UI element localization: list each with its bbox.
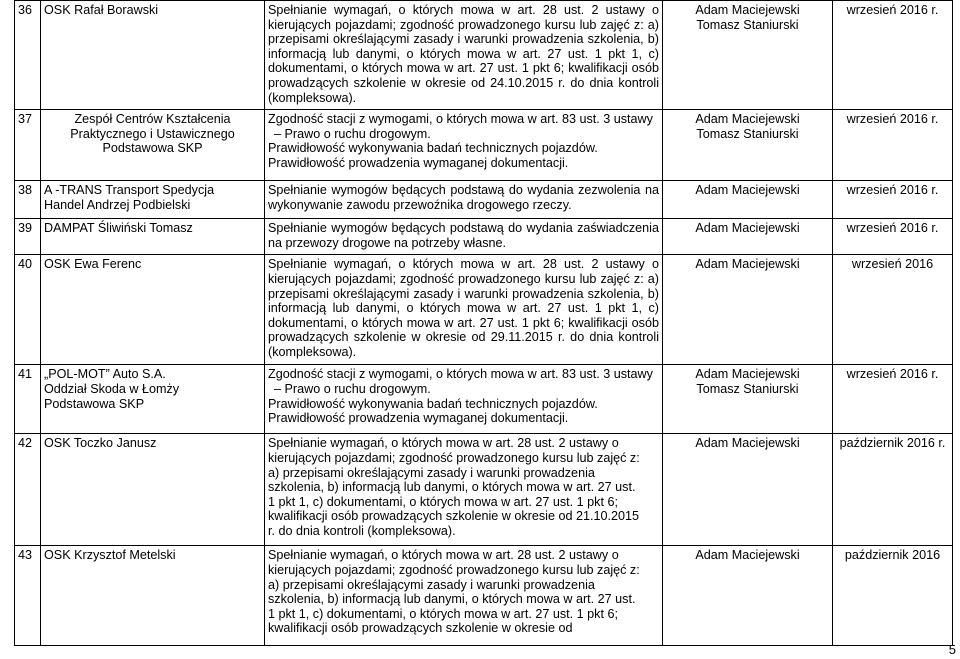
row-number: 40	[15, 255, 41, 365]
inspection-scope: Spełnianie wymogów będących podstawą do wydania zaświadczenia na przewozy drogowe na potrzeby własne.	[265, 219, 663, 255]
entity-name-line: Zespół Centrów Kształcenia	[74, 112, 231, 127]
entity-name	[41, 365, 265, 434]
inspection-scope: Spełnianie wymogów będących podstawą do wydania zezwolenia na wykonywanie zawodu przewoźnika drogowego rzeczy.	[265, 181, 663, 219]
entity-name: OSK Rafał Borawski	[41, 1, 265, 110]
entity-name-line: Praktycznego i Ustawicznego	[70, 126, 235, 141]
inspector-name: Adam Maciejewski	[695, 221, 800, 236]
scope-line: kwalifikacji osób prowadzących szkolenie w okresie od	[268, 621, 573, 636]
inspection-date: wrzesień 2016 r.	[833, 110, 953, 181]
inspection-date: październik 2016 r.	[833, 434, 953, 546]
scope-line: a) przepisami określającymi zasady i warunki prowadzenia	[268, 465, 595, 480]
inspectors	[663, 110, 833, 181]
inspector-name: Tomasz Staniurski	[696, 126, 799, 141]
inspector-name: Adam Maciejewski	[695, 257, 800, 272]
scope-line: a) przepisami określającymi zasady i warunki prowadzenia	[268, 577, 595, 592]
entity-name-line: Oddział Skoda w Łomży	[44, 381, 180, 396]
scope-line: Spełnianie wymagań, o których mowa w art. 28 ust. 2 ustawy o	[268, 436, 619, 451]
entity-name	[41, 110, 265, 181]
table-row	[15, 434, 953, 546]
inspector-name: Adam Maciejewski	[695, 367, 800, 382]
page-number: 5	[948, 642, 956, 657]
table-row	[15, 1, 953, 110]
inspectors	[663, 546, 833, 646]
row-number: 36	[15, 1, 41, 110]
inspection-date: październik 2016	[833, 546, 953, 646]
entity-name: OSK Ewa Ferenc	[41, 255, 265, 365]
inspectors	[663, 365, 833, 434]
scope-line: kierujących pojazdami; zgodność prowadzonego kursu lub zajęć z:	[268, 450, 640, 465]
scope-line: szkolenia, b) informacją lub danymi, o których mowa w art. 27 ust.	[268, 592, 636, 607]
row-number: 42	[15, 434, 41, 546]
entity-name	[41, 181, 265, 219]
inspection-scope	[265, 546, 663, 646]
inspector-name: Adam Maciejewski	[695, 436, 800, 451]
scope-line: Spełnianie wymagań, o których mowa w art. 28 ust. 2 ustawy o	[268, 548, 619, 563]
entity-name-line: Podstawowa SKP	[102, 141, 203, 156]
inspector-name: Adam Maciejewski	[695, 3, 800, 17]
row-number: 43	[15, 546, 41, 646]
entity-name-line: A -TRANS Transport Spedycja	[44, 183, 215, 198]
table-row	[15, 110, 953, 181]
inspector-name: Adam Maciejewski	[695, 183, 800, 198]
entity-name-line: Handel Andrzej Podbielski	[44, 197, 191, 212]
scope-line: Prawidłowość wykonywania badań technicznych pojazdów.	[268, 141, 598, 156]
scope-line: Zgodność stacji z wymogami, o których mowa w art. 83 ust. 3 ustawy	[268, 367, 653, 382]
entity-name: OSK Toczko Janusz	[41, 434, 265, 546]
inspection-date: wrzesień 2016 r.	[833, 219, 953, 255]
inspector-name: Adam Maciejewski	[695, 112, 800, 127]
entity-name-line: „POL-MOT” Auto S.A.	[44, 367, 166, 382]
inspection-date: wrzesień 2016 r.	[833, 1, 953, 110]
entity-name-line: Podstawowa SKP	[44, 396, 145, 411]
scope-line: 1 pkt 1, c) dokumentami, o których mowa w art. 27 ust. 1 pkt 6;	[268, 494, 618, 509]
inspection-date: wrzesień 2016 r.	[833, 365, 953, 434]
inspectors	[663, 1, 833, 110]
inspectors	[663, 434, 833, 546]
scope-line: – Prawo o ruchu drogowym.	[274, 381, 431, 396]
scope-line: Prawidłowość wykonywania badań technicznych pojazdów.	[268, 396, 598, 411]
row-number: 39	[15, 219, 41, 255]
inspection-date: wrzesień 2016	[833, 255, 953, 365]
inspection-scope	[265, 434, 663, 546]
table-row	[15, 546, 953, 646]
inspectors	[663, 219, 833, 255]
scope-line: – Prawo o ruchu drogowym.	[274, 126, 431, 141]
row-number: 37	[15, 110, 41, 181]
inspection-scope: Spełnianie wymagań, o których mowa w art. 28 ust. 2 ustawy o kierujących pojazdami; zgodność prowadzonego kursu lub zajęć z: a) przepisami określającymi zasady i warunki prowadzenia szkolenia, b) informacją lub danymi, o których mowa w art. 27 ust. 1 pkt 1, c) dokumentami, o których mowa w art. 27 ust. 1 pkt 6; kwalifikacji osób prowadzących szkolenie w okresie od 24.10.2015 r. do dnia kontroli (kompleksowa).	[265, 1, 663, 110]
entity-name: DAMPAT Śliwiński Tomasz	[41, 219, 265, 255]
table-row	[15, 255, 953, 365]
inspection-date: wrzesień 2016 r.	[833, 181, 953, 219]
table-row	[15, 365, 953, 434]
scope-line: szkolenia, b) informacją lub danymi, o których mowa w art. 27 ust.	[268, 480, 636, 495]
inspector-name: Adam Maciejewski	[695, 548, 800, 563]
inspection-scope	[265, 365, 663, 434]
inspectors	[663, 255, 833, 365]
scope-line: kwalifikacji osób prowadzących szkolenie w okresie od 21.10.2015	[268, 509, 640, 524]
table-row	[15, 181, 953, 219]
inspector-name: Tomasz Staniurski	[696, 381, 799, 396]
scope-line: Prawidłowość prowadzenia wymaganej dokumentacji.	[268, 155, 569, 170]
scope-line: Zgodność stacji z wymogami, o których mowa w art. 83 ust. 3 ustawy	[268, 112, 653, 127]
scope-line: kierujących pojazdami; zgodność prowadzonego kursu lub zajęć z:	[268, 562, 640, 577]
inspection-table	[14, 0, 953, 646]
inspection-scope: Spełnianie wymagań, o których mowa w art. 28 ust. 2 ustawy o kierujących pojazdami; zgodność prowadzonego kursu lub zajęć z: a) przepisami określającymi zasady i warunki prowadzenia szkolenia, b) informacją lub danymi, o których mowa w art. 27 ust. 1 pkt 1, c) dokumentami, o których mowa w art. 27 ust. 1 pkt 6; kwalifikacji osób prowadzących szkolenie w okresie od 29.11.2015 r. do dnia kontroli (kompleksowa).	[265, 255, 663, 365]
scope-line: 1 pkt 1, c) dokumentami, o których mowa w art. 27 ust. 1 pkt 6;	[268, 606, 618, 621]
row-number: 38	[15, 181, 41, 219]
inspector-name: Tomasz Staniurski	[696, 17, 799, 32]
row-number: 41	[15, 365, 41, 434]
entity-name: OSK Krzysztof Metelski	[41, 546, 265, 646]
scope-line: r. do dnia kontroli (kompleksowa).	[268, 523, 456, 538]
inspectors	[663, 181, 833, 219]
table-row	[15, 219, 953, 255]
inspection-scope	[265, 110, 663, 181]
scope-line: Prawidłowość prowadzenia wymaganej dokumentacji.	[268, 411, 569, 426]
